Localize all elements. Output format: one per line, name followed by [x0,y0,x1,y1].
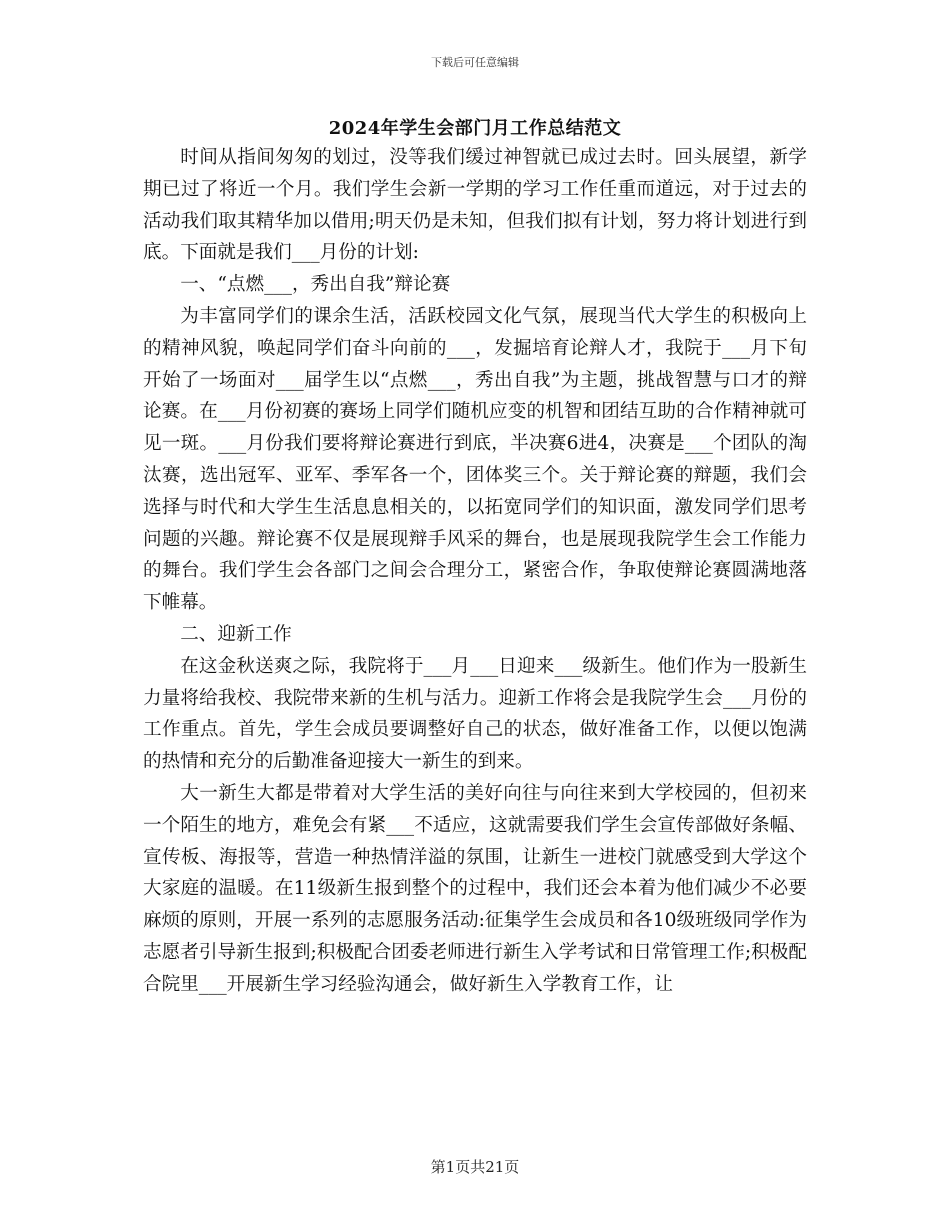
page-footer: 第1页共21页 [430,1158,520,1176]
page-header: 下载后可任意编辑 [431,56,519,69]
document-body [143,142,807,1001]
paragraph-freshmen: 大一新生大都是带着对大学生活的美好向往与向往来到大学校园的，但初来一个陌生的地方，难免会有紧___不适应，这就需要我们学生会宣传部做好条幅、宣传板、海报等，营造一种热情洋溢的氛围，让新生一进校门就感受到大学这个大家庭的温暖。在11级新生报到整个的过程中，我们还会本着为他们减少不必要麻烦的原则，开展一系列的志愿服务活动:征集学生会成员和各10级班级同学作为志愿者引导新生报到;积极配合团委老师进行新生入学考试和日常管理工作;积极配合院里___开展新生学习经验沟通会，做好新生入学教育工作，让 [143,782,807,995]
section-heading-debate: 一、“点燃___，秀出自我”辩论赛 [180,274,451,296]
document-title: 2024年学生会部门月工作总结范文 [328,118,622,139]
section-heading-welcome: 二、迎新工作 [180,623,292,645]
paragraph-debate: 为丰富同学们的课余生活，活跃校园文化气氛，展现当代大学生的积极向上的精神风貌，唤起同学们奋斗向前的___，发掘培育论辩人才，我院于___月下旬开始了一场面对___届学生以“点燃___，秀出自我”为主题，挑战智慧与口才的辩论赛。在___月份初赛的赛场上同学们随机应变的机智和团结互助的合作精神就可见一斑。___月份我们要将辩论赛进行到底，半决赛6进4，决赛是___个团队的淘汰赛，选出冠军、亚军、季军各一个，团体奖三个。关于辩论赛的辩题，我们会选择与时代和大学生生活息息相关的，以拓宽同学们的知识面，激发同学们思考问题的兴趣。辩论赛不仅是展现辩手风采的舞台，也是展现我院学生会工作能力的舞台。我们学生会各部门之间会合理分工，紧密合作，争取使辩论赛圆满地落下帷幕。 [143,305,807,614]
paragraph-welcome: 在这金秋送爽之际，我院将于___月___日迎来___级新生。他们作为一股新生力量将给我校、我院带来新的生机与活力。迎新工作将会是我院学生会___月份的工作重点。首先，学生会成员要调整好自己的状态，做好准备工作，以便以饱满的热情和充分的后勤准备迎接大一新生的到来。 [143,655,807,773]
paragraph-intro: 时间从指间匆匆的划过，没等我们缓过神智就已成过去时。回头展望，新学期已过了将近一个月。我们学生会新一学期的学习工作任重而道远，对于过去的活动我们取其精华加以借用;明天仍是未知，但我们拟有计划，努力将计划进行到底。下面就是我们___月份的计划: [143,147,807,264]
